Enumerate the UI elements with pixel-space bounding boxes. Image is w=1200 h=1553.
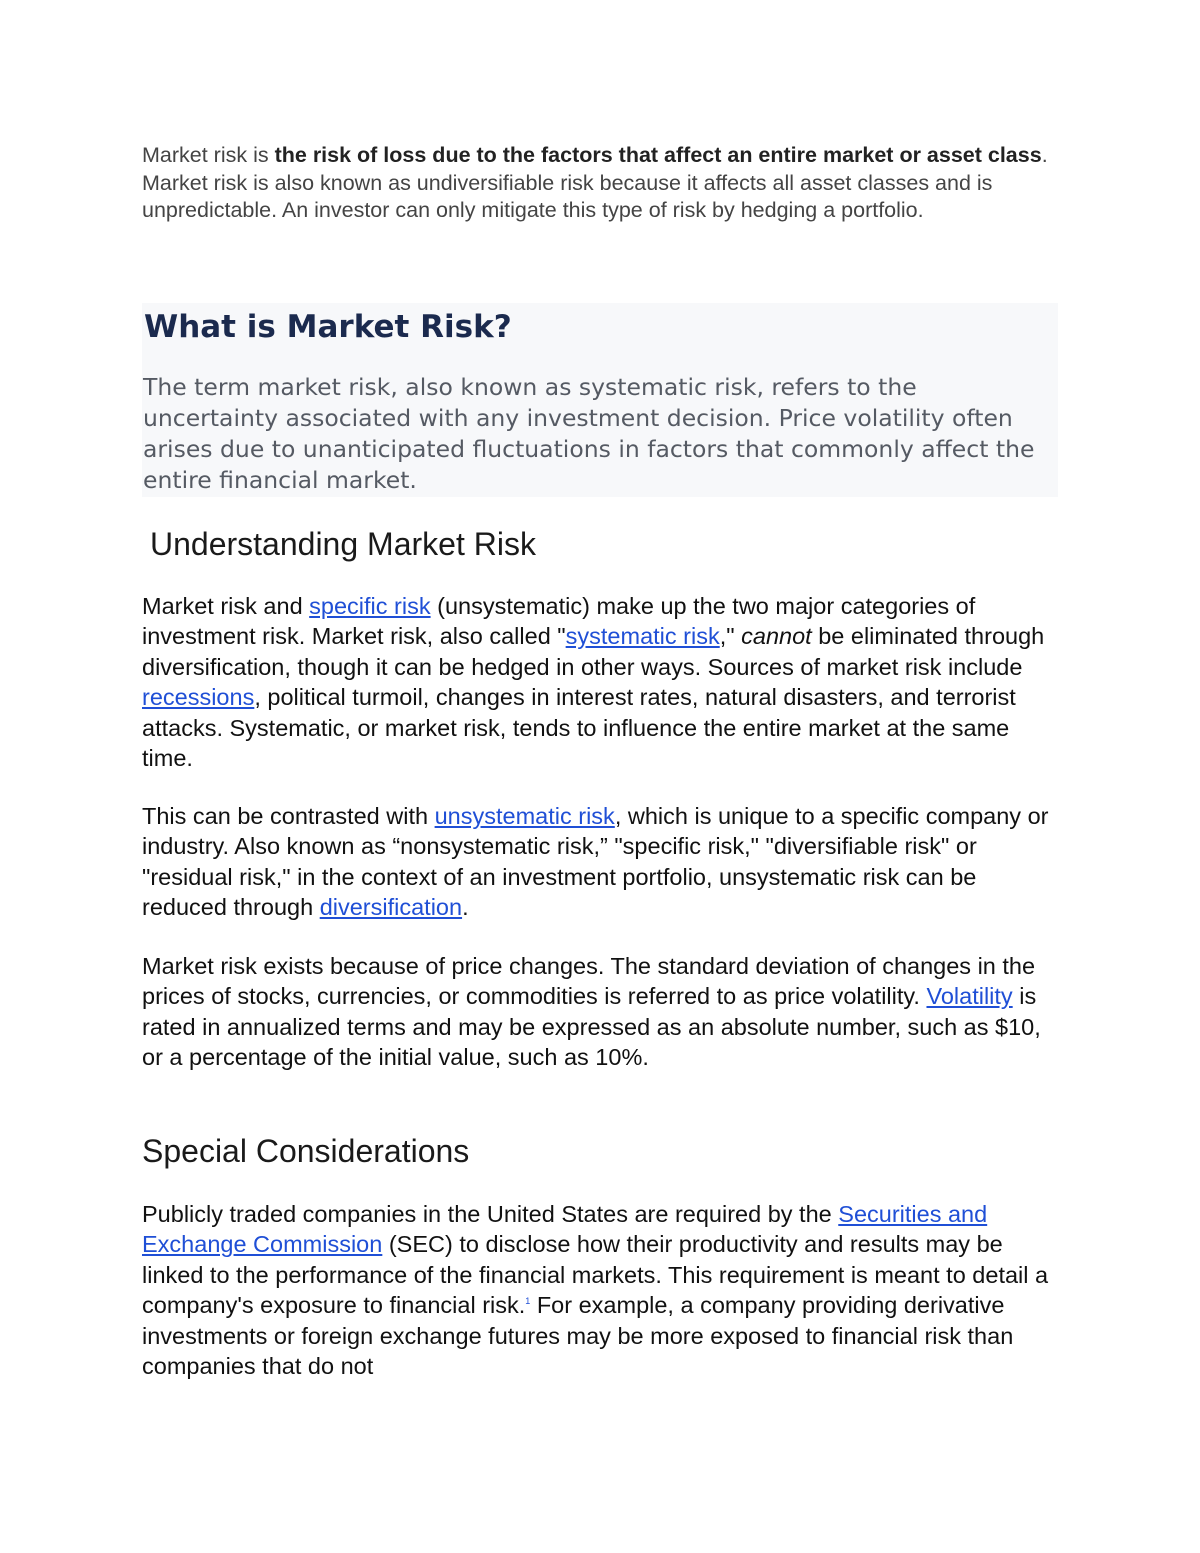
intro-definition: the risk of loss due to the factors that affect an entire market or asset class: [274, 143, 1042, 167]
footnote-marker[interactable]: 1: [525, 1296, 531, 1307]
intro-rest: . Market risk is also known as undiversifiable risk because it affects all asset classes and is unpredictable. An investor can only mitigate this type of risk by hedging a portfolio.: [142, 143, 1048, 222]
recessions-link[interactable]: recessions: [142, 684, 255, 711]
understanding-heading: Understanding Market Risk: [150, 526, 536, 562]
intro-paragraph: [142, 142, 1062, 225]
special-considerations-heading: Special Considerations: [142, 1133, 470, 1169]
understanding-paragraph-1: Market risk and specific risk (unsystematic) make up the two major categories of investment risk. Market risk, also called "systematic risk," cannot be eliminated through diversification, though it can be hedged in other ways. Sources of market risk include recessions, political turmoil, changes in interest rates, natural disasters, and terrorist attacks. Systematic, or market risk, tends to influence the entire market at the same time.: [142, 593, 1045, 772]
intro-lead: Market risk is: [142, 143, 275, 167]
systematic-risk-link[interactable]: systematic risk: [565, 623, 720, 650]
sec-link[interactable]: Securities and Exchange Commission: [142, 1201, 988, 1258]
specific-risk-link[interactable]: specific risk: [309, 593, 431, 619]
callout-title: What is Market Risk?: [144, 309, 512, 345]
special-considerations-paragraph: Publicly traded companies in the United States are required by the Securities and Exchange Commission (SEC) to disclose how their productivity and results may be linked to the performance of the financial markets. This requirement is meant to detail a company's exposure to financial risk.$^1$ For example, a company providing derivative investments or foreign exchange futures may be more exposed to financial risk than companies that do not: [142, 1201, 1049, 1380]
callout-text: The term market risk, also known as systematic risk, refers to the uncertainty associated with any investment decision. Price volatility often arises due to unanticipated fluctuations in factors that commonly affect the entire financial market.: [143, 373, 1035, 494]
understanding-paragraph-2: This can be contrasted with unsystematic risk, which is unique to a specific company or industry. Also known as “nonsystematic risk,” "specific risk," "diversifiable risk" or "residual risk," in the context of an investment portfolio, unsystematic risk can be reduced through diversification.: [142, 803, 1049, 921]
definition-callout: [142, 303, 1058, 497]
emphasis-cannot: cannot: [741, 623, 812, 650]
understanding-paragraph-3: Market risk exists because of price changes. The standard deviation of changes in the prices of stocks, currencies, or commodities is referred to as price volatility. Volatility is rated in annualized terms and may be expressed as an absolute number, such as $10, or a percentage of the initial value, such as 10%.: [142, 953, 1041, 1071]
unsystematic-risk-link[interactable]: unsystematic risk: [434, 803, 615, 829]
diversification-link[interactable]: diversification: [319, 894, 463, 921]
volatility-link[interactable]: Volatility: [926, 983, 1013, 1010]
